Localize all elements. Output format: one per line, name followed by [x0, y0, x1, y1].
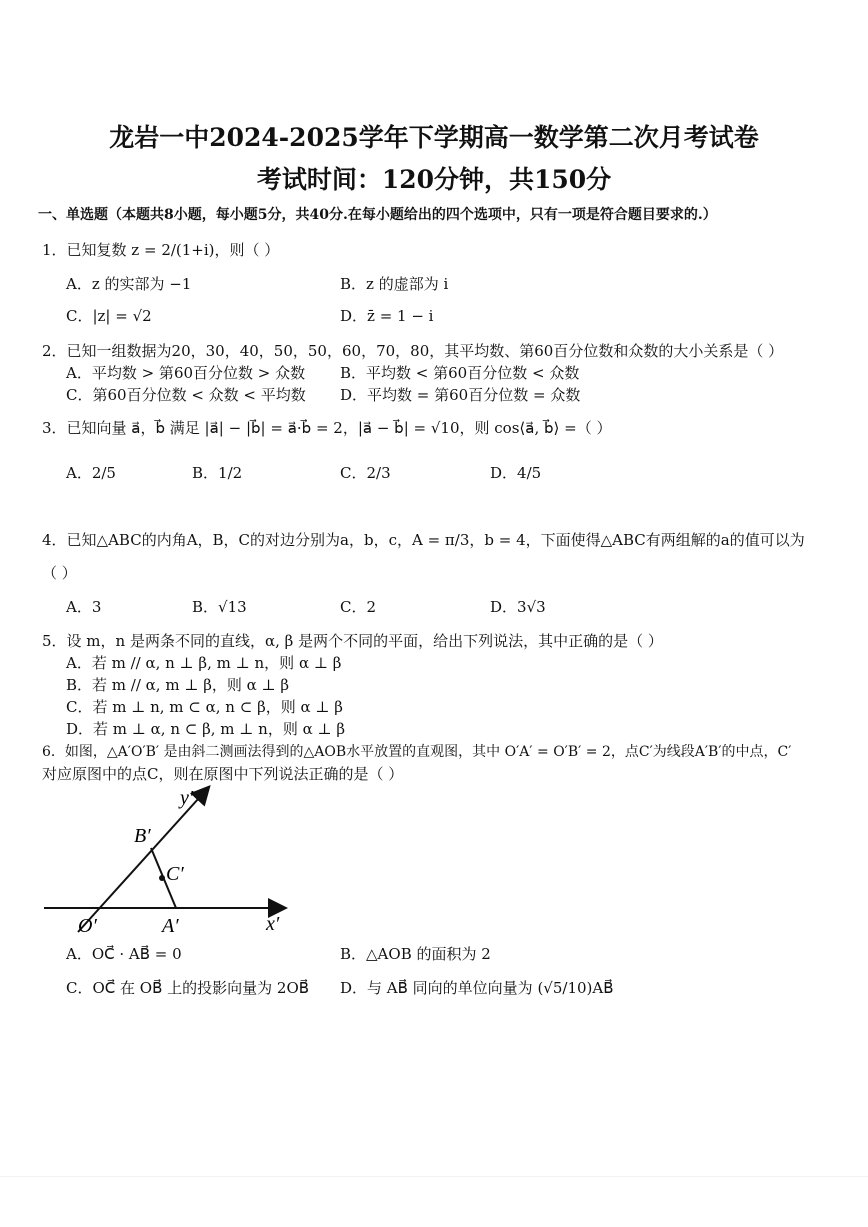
section-heading: 一、单选题（本题共8小题，每小题5分，共40分.在每小题给出的四个选项中，只有一项是符合题目要求的.）: [38, 207, 717, 223]
question-6-stem-continued: 对应原图中的点C，则在原图中下列说法正确的是（ ）: [42, 765, 404, 783]
q1-option-d: D．z̄ = 1 − i: [340, 307, 434, 325]
q1-option-b: B．z 的虚部为 i: [340, 275, 449, 293]
q1-option-c: C．|z| = √2: [66, 307, 152, 325]
page-title: 龙岩一中2024-2025学年下学期高一数学第二次月考试卷: [109, 123, 759, 152]
oblique-projection-figure: [38, 780, 298, 940]
label-c: C′: [166, 863, 184, 885]
q4-option-c: C．2: [340, 598, 377, 616]
q3-option-a: A．2/5: [66, 464, 116, 482]
q3-option-c: C．2/3: [340, 464, 391, 482]
q6-option-b: B．△AOB 的面积为 2: [340, 945, 491, 963]
question-6-stem: 6．如图，△A′O′B′ 是由斜二测画法得到的△AOB水平放置的直观图，其中 O′A′ = O′B′ = 2，点C′为线段A′B′的中点，C′: [42, 744, 792, 760]
q2-option-a: A．平均数 > 第60百分位数 > 众数: [66, 364, 306, 382]
question-2-stem: 2．已知一组数据为20，30，40，50，50，60，70，80，其平均数、第60百分位数和众数的大小关系是（ ）: [42, 342, 784, 360]
question-3-stem: 3．已知向量 a⃗，b⃗ 满足 |a⃗| − |b⃗| = a⃗·b⃗ = 2，|a⃗ − b⃗| = √10，则 cos⟨a⃗, b⃗⟩ =（ ）: [42, 419, 612, 437]
point-c: [159, 875, 165, 881]
question-1-stem: 1．已知复数 z = 2/(1+i)，则（ ）: [42, 241, 280, 259]
label-b: B′: [134, 825, 151, 847]
q5-option-c: C．若 m ⊥ n, m ⊂ α, n ⊂ β，则 α ⊥ β: [66, 698, 343, 716]
page-footer-divider: [0, 1176, 868, 1177]
q1-option-a: A．z 的实部为 −1: [66, 275, 192, 293]
question-5-stem: 5．设 m，n 是两条不同的直线，α, β 是两个不同的平面，给出下列说法，其中正确的是（ ）: [42, 632, 663, 650]
q4-option-b: B．√13: [192, 598, 247, 616]
q2-option-b: B．平均数 < 第60百分位数 < 众数: [340, 364, 580, 382]
label-a: A′: [162, 915, 179, 937]
y-axis: [78, 788, 208, 932]
q4-option-d: D．3√3: [490, 598, 546, 616]
label-x: x′: [266, 913, 280, 935]
q5-option-b: B．若 m // α, m ⊥ β，则 α ⊥ β: [66, 676, 290, 694]
q6-option-c: C．OC⃗ 在 OB⃗ 上的投影向量为 2OB⃗: [66, 979, 310, 997]
label-y: y′: [180, 787, 194, 809]
q4-option-a: A．3: [66, 598, 102, 616]
q2-option-d: D．平均数 = 第60百分位数 = 众数: [340, 386, 581, 404]
q5-option-d: D．若 m ⊥ α, n ⊂ β, m ⊥ n，则 α ⊥ β: [66, 720, 346, 738]
exam-time: 考试时间：120分钟，共150分: [256, 165, 612, 194]
q3-option-d: D．4/5: [490, 464, 542, 482]
q3-option-b: B．1/2: [192, 464, 243, 482]
question-4-paren: （ ）: [42, 564, 77, 582]
q5-option-a: A．若 m // α, n ⊥ β, m ⊥ n，则 α ⊥ β: [66, 654, 342, 672]
question-4-stem: 4．已知△ABC的内角A，B，C的对边分别为a，b，c，A = π/3，b = 4，下面使得△ABC有两组解的a的值可以为: [42, 531, 805, 549]
label-o: O′: [78, 915, 97, 937]
q6-option-d: D．与 AB⃗ 同向的单位向量为 (√5/10)AB⃗: [340, 979, 614, 997]
q2-option-c: C．第60百分位数 < 众数 < 平均数: [66, 386, 306, 404]
q6-option-a: A．OC⃗ · AB⃗ = 0: [66, 945, 182, 963]
